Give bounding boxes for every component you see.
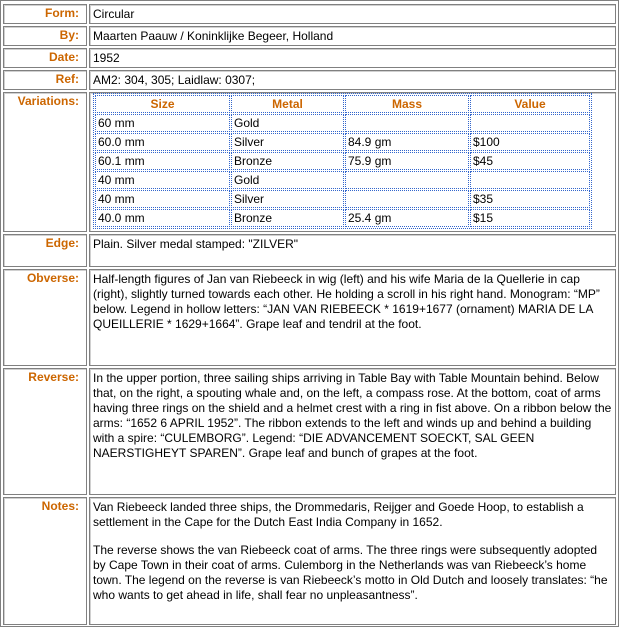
header-size: Size: [95, 95, 230, 113]
ref-value: AM2: 304, 305; Laidlaw: 0307;: [89, 70, 616, 90]
cell-value: $100: [470, 133, 590, 151]
edge-value: Plain. Silver medal stamped: "ZILVER": [89, 234, 616, 267]
cell-metal: Silver: [231, 190, 344, 208]
form-value: Circular: [89, 4, 616, 24]
variations-label: Variations:: [3, 92, 87, 232]
variations-header-row: [95, 95, 590, 113]
header-mass: Mass: [345, 95, 469, 113]
cell-size: 60.1 mm: [95, 152, 230, 170]
cell-size: 40 mm: [95, 190, 230, 208]
by-value: Maarten Paauw / Koninklijke Begeer, Holland: [89, 26, 616, 46]
reverse-value: In the upper portion, three sailing ships arriving in Table Bay with Table Mountain behind. Below that, on the right, a spouting whale and, on the left, a compass rose. At the bottom, coat of arms having three rings on the shield and a helmet crest with a ring in fist above. On a ribbon below the arms: “1652 6 APRIL 1952”. The ribbon extends to the left and winds up and behind a building with a spire: “CULEMBORG”. Legend: “DIE ADVANCEMENT SOECKT, SAL GEEN NAERSTIGHEYT SPAREN”. Grape leaf and bunch of grapes at the foot.: [89, 368, 616, 495]
variations-table: [93, 93, 592, 229]
obverse-label: Obverse:: [3, 269, 87, 366]
cell-value: $45: [470, 152, 590, 170]
notes-label: Notes:: [3, 497, 87, 625]
cell-value: [470, 114, 590, 132]
cell-mass: 84.9 gm: [345, 133, 469, 151]
cell-metal: Gold: [231, 114, 344, 132]
notes-paragraph-1: Van Riebeeck landed three ships, the Drommedaris, Reijger and Goede Hoop, to establish a settlement in the Cape for the Dutch East India Company in 1652.: [93, 500, 584, 529]
notes-paragraph-2: The reverse shows the van Riebeeck coat of arms. The three rings were subsequently adopted by Cape Town in their coat of arms. Culemborg in the Netherlands was van Riebeeck’s home town. The legend on the reverse is van Riebeeck’s motto in Old Dutch and loosely translates: “he who wants to get ahead in life, shall fear no unpleasantness”.: [93, 543, 608, 602]
ref-label: Ref:: [3, 70, 87, 90]
cell-mass: 75.9 gm: [345, 152, 469, 170]
cell-value: $35: [470, 190, 590, 208]
table-row: [95, 209, 590, 227]
cell-size: 60 mm: [95, 114, 230, 132]
cell-mass: 25.4 gm: [345, 209, 469, 227]
cell-mass: [345, 171, 469, 189]
notes-value: [89, 497, 616, 625]
cell-metal: Bronze: [231, 209, 344, 227]
cell-metal: Bronze: [231, 152, 344, 170]
cell-size: 40.0 mm: [95, 209, 230, 227]
cell-metal: Silver: [231, 133, 344, 151]
date-label: Date:: [3, 48, 87, 68]
cell-size: 40 mm: [95, 171, 230, 189]
reverse-label: Reverse:: [3, 368, 87, 495]
by-label: By:: [3, 26, 87, 46]
table-row: [95, 171, 590, 189]
cell-value: $15: [470, 209, 590, 227]
cell-value: [470, 171, 590, 189]
cell-mass: [345, 190, 469, 208]
cell-mass: [345, 114, 469, 132]
cell-metal: Gold: [231, 171, 344, 189]
obverse-value: Half-length figures of Jan van Riebeeck in wig (left) and his wife Maria de la Quellerie in cap (right), slightly turned towards each other. He holding a scroll in his right hand. Monogram: “MP” below. Legend in hollow letters: “JAN VAN RIEBEECK * 1619+1677 (ornament) MARIA DE LA QUEILLERIE * 1629+1664”. Grape leaf and tendril at the foot.: [89, 269, 616, 366]
table-row: [95, 190, 590, 208]
edge-label: Edge:: [3, 234, 87, 267]
cell-size: 60.0 mm: [95, 133, 230, 151]
date-value: 1952: [89, 48, 616, 68]
header-metal: Metal: [231, 95, 344, 113]
table-row: [95, 133, 590, 151]
form-label: Form:: [3, 4, 87, 24]
table-row: [95, 152, 590, 170]
table-row: [95, 114, 590, 132]
header-value: Value: [470, 95, 590, 113]
